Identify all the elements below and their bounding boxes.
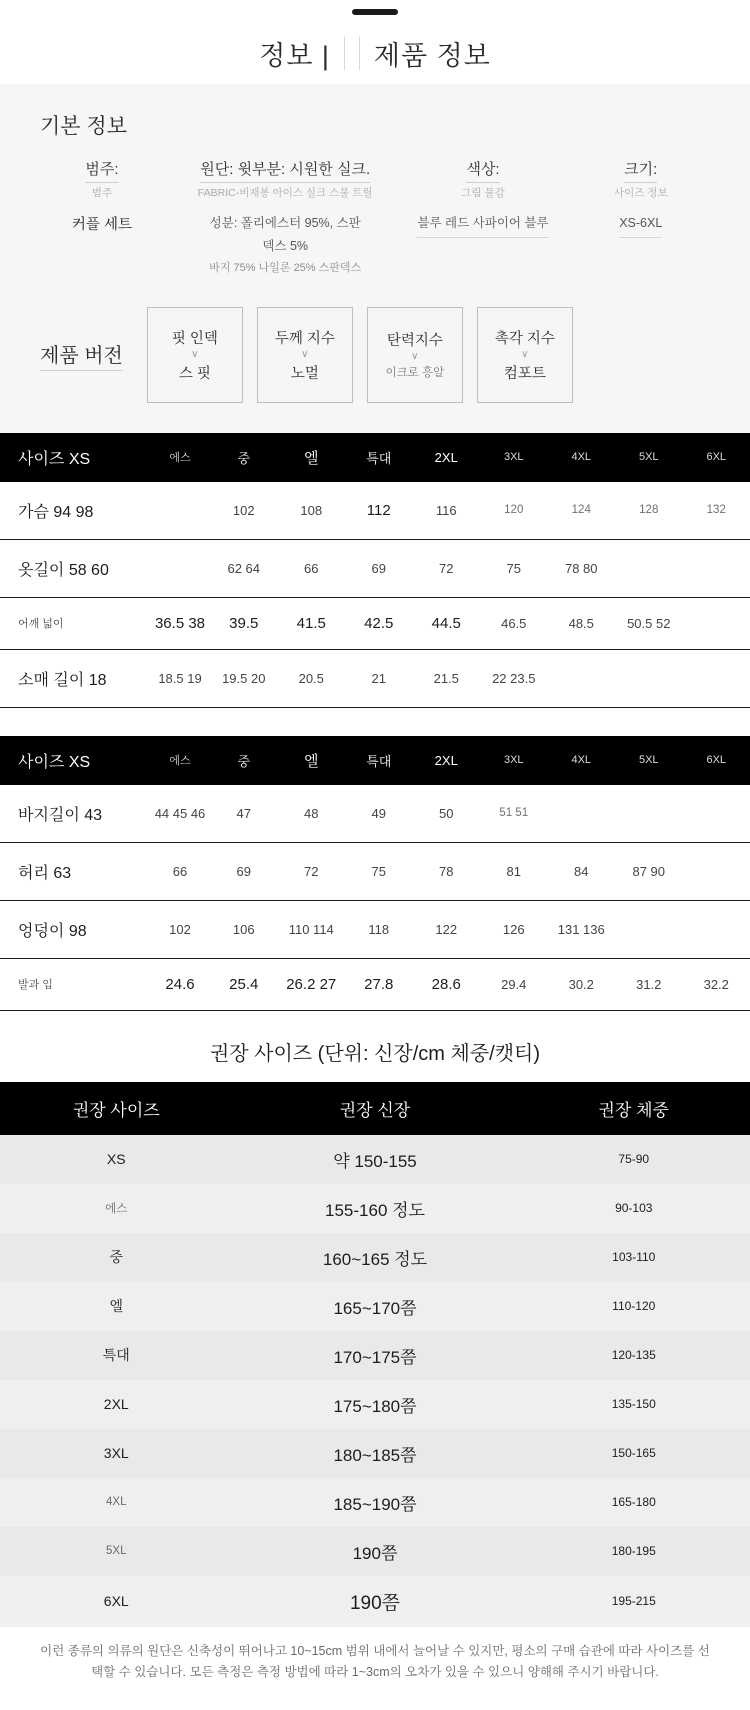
size-col-header-5: 2XL [413,433,481,482]
cell [683,597,750,649]
cell: 69 [210,842,278,900]
cell: 28.6 [413,958,481,1010]
cell-height: 165~170쯤 [233,1282,518,1331]
chevron-down-icon: ∨ [411,352,418,362]
cell: 120 [480,482,548,540]
table-row [0,1527,750,1576]
cell [683,649,750,707]
cell [615,539,683,597]
rec-col-header-weight: 권장 체중 [518,1082,750,1135]
basic-info-column-size [566,158,716,279]
size2-col-header-8: 5XL [615,736,683,785]
product-version-cards [147,307,573,403]
table-row [0,1282,750,1331]
cell: 21 [345,649,413,707]
cell-weight: 180-195 [518,1527,750,1576]
cell-size: 2XL [0,1380,233,1429]
cell: 110 114 [278,900,346,958]
size-value: XS-6XL [619,212,662,238]
page-title [0,22,750,84]
cell: 122 [413,900,481,958]
cell-size: 엘 [0,1282,233,1331]
cell: 47 [210,785,278,843]
row-label-shoulder: 어깨 넓이 [0,597,150,649]
table-row [0,785,750,843]
version-card-thickness [257,307,353,403]
cell: 66 [150,842,210,900]
cell: 112 [345,482,413,540]
cell: 84 [548,842,616,900]
size2-col-header-9: 6XL [683,736,750,785]
size-table-top [0,433,750,708]
cell [150,482,210,540]
size-label: 크기: [624,158,657,183]
recommended-size-title: 권장 사이즈 (단위: 신장/cm 체중/캣티) [0,1011,750,1082]
chevron-down-icon: ∨ [191,350,198,360]
cell: 66 [278,539,346,597]
table-row [0,1331,750,1380]
cell: 29.4 [480,958,548,1010]
table-row [0,842,750,900]
fabric-value-3: 바지 75% 나일론 25% 스판덱스 [176,258,395,278]
rec-col-header-height: 권장 신장 [233,1082,518,1135]
basic-info-heading: 기본 정보 [40,110,750,140]
size2-col-header-4: 특대 [345,736,413,785]
table-row [0,482,750,540]
cell-weight: 135-150 [518,1380,750,1429]
cell: 87 90 [615,842,683,900]
drag-handle-pill [352,9,398,15]
fabric-value-2: 덱스 5% [176,235,395,258]
cell: 128 [615,482,683,540]
version-card-touch-title: 촉각 지수 [495,327,555,348]
cell: 81 [480,842,548,900]
table-row [0,958,750,1010]
cell: 69 [345,539,413,597]
page-title-right: 제품 정보 [374,34,491,73]
cell [683,842,750,900]
category-sublabel: 범주 [40,185,164,200]
cell-weight: 103-110 [518,1233,750,1282]
top-bar [0,0,750,22]
cell [683,539,750,597]
cell: 44 45 46 [150,785,210,843]
cell: 42.5 [345,597,413,649]
size2-col-header-2: 중 [210,736,278,785]
cell: 72 [413,539,481,597]
cell [150,539,210,597]
version-card-fit-title: 핏 인덱 [172,327,218,348]
cell [548,785,616,843]
product-version-row [0,279,750,403]
cell: 36.5 38 [150,597,210,649]
cell: 75 [345,842,413,900]
row-label-waist: 허리 63 [0,842,150,900]
version-card-elasticity-value: 이크로 흥알 [385,364,444,380]
category-label: 범주: [85,158,118,183]
cell: 50 [413,785,481,843]
cell: 20.5 [278,649,346,707]
cell: 50.5 52 [615,597,683,649]
cell: 78 [413,842,481,900]
title-divider [344,36,345,70]
table-row [0,539,750,597]
basic-info-grid [0,158,750,279]
color-value: 블루 레드 사파이어 블루 [417,212,548,238]
cell: 48.5 [548,597,616,649]
version-card-touch [477,307,573,403]
cell: 126 [480,900,548,958]
table-header-row [0,433,750,482]
basic-info-column-fabric [170,158,401,279]
basic-info-column-category [34,158,170,279]
cell-height: 175~180쯤 [233,1380,518,1429]
cell: 102 [150,900,210,958]
size-col-header-0: 사이즈 XS [0,433,150,482]
size-col-header-3: 엘 [278,433,346,482]
cell: 102 [210,482,278,540]
table-row [0,1184,750,1233]
cell-weight: 150-165 [518,1429,750,1478]
cell-weight: 110-120 [518,1282,750,1331]
category-value: 커플 세트 [40,212,164,239]
cell: 106 [210,900,278,958]
cell: 116 [413,482,481,540]
cell [683,900,750,958]
table-gap [0,708,750,736]
cell-height: 155-160 정도 [233,1184,518,1233]
cell [615,649,683,707]
cell-weight: 195-215 [518,1576,750,1627]
cell: 24.6 [150,958,210,1010]
table-row [0,900,750,958]
product-version-label: 제품 버전 [40,339,123,371]
size-sublabel: 사이즈 정보 [572,185,710,200]
cell-height: 185~190쯤 [233,1478,518,1527]
size2-col-header-5: 2XL [413,736,481,785]
cell: 22 23.5 [480,649,548,707]
size-table-bottom [0,736,750,1011]
size-col-header-9: 6XL [683,433,750,482]
cell: 75 [480,539,548,597]
cell-weight: 75-90 [518,1135,750,1184]
size-col-header-4: 특대 [345,433,413,482]
table-row [0,649,750,707]
cell: 118 [345,900,413,958]
cell: 18.5 19 [150,649,210,707]
cell: 124 [548,482,616,540]
table-row [0,597,750,649]
footnote-text: 이런 종류의 의류의 원단은 신축성이 뛰어나고 10~15cm 범위 내에서 늘어날 수 있지만, 평소의 구매 습관에 따라 사이즈를 선택할 수 있습니다. 모든 측정은 측정 방법에 따라 1~3cm의 오차가 있을 수 있으니 양해해 주시기 바랍니다. [0,1627,750,1710]
fabric-sublabel: FABRIC-비재봉 아이스 실크 스물 트릴 [176,185,395,200]
version-card-elasticity-title: 탄력지수 [387,329,443,350]
cell: 25.4 [210,958,278,1010]
table-header-row [0,1082,750,1135]
cell-weight: 90-103 [518,1184,750,1233]
cell-size: 4XL [0,1478,233,1527]
cell-height: 170~175쯤 [233,1331,518,1380]
cell: 26.2 27 [278,958,346,1010]
fabric-label: 원단: 윗부분: 시원한 실크. [200,158,370,183]
table-row [0,1429,750,1478]
version-card-fit [147,307,243,403]
cell: 32.2 [683,958,750,1010]
row-label-leg-opening: 발과 입 [0,958,150,1010]
size2-col-header-3: 엘 [278,736,346,785]
cell: 51 51 [480,785,548,843]
cell-height: 180~185쯤 [233,1429,518,1478]
cell: 27.8 [345,958,413,1010]
version-card-touch-value: 컴포트 [504,362,546,383]
cell: 44.5 [413,597,481,649]
color-sublabel: 그림 물감 [407,185,560,200]
row-label-chest: 가슴 94 98 [0,482,150,540]
row-label-length: 옷길이 58 60 [0,539,150,597]
table-row [0,1135,750,1184]
cell-weight: 120-135 [518,1331,750,1380]
recommended-size-table [0,1082,750,1627]
cell [683,785,750,843]
table-row [0,1576,750,1627]
cell: 39.5 [210,597,278,649]
rec-col-header-size: 권장 사이즈 [0,1082,233,1135]
cell-size: 특대 [0,1331,233,1380]
cell-size: 중 [0,1233,233,1282]
table-row [0,1233,750,1282]
size2-col-header-6: 3XL [480,736,548,785]
cell-size: 에스 [0,1184,233,1233]
basic-info-column-color [401,158,566,279]
page-title-left: 정보 | [259,34,330,73]
cell [615,785,683,843]
title-divider-2 [359,36,360,70]
version-card-thickness-value: 노멀 [291,362,319,383]
cell: 46.5 [480,597,548,649]
size2-col-header-7: 4XL [548,736,616,785]
cell-height: 160~165 정도 [233,1233,518,1282]
row-label-sleeve: 소매 길이 18 [0,649,150,707]
cell: 30.2 [548,958,616,1010]
cell-size: 3XL [0,1429,233,1478]
table-row [0,1380,750,1429]
chevron-down-icon: ∨ [521,350,528,360]
cell: 108 [278,482,346,540]
size-col-header-6: 3XL [480,433,548,482]
cell-size: 5XL [0,1527,233,1576]
cell-height: 190쯤 [233,1576,518,1627]
color-label: 색상: [466,158,499,183]
cell-size: 6XL [0,1576,233,1627]
row-label-hip: 엉덩이 98 [0,900,150,958]
size-col-header-8: 5XL [615,433,683,482]
table-header-row [0,736,750,785]
version-card-fit-value: 스 핏 [179,362,211,383]
cell: 72 [278,842,346,900]
cell-weight: 165-180 [518,1478,750,1527]
fabric-value-1: 성분: 폴리에스터 95%, 스판 [176,212,395,235]
size-col-header-7: 4XL [548,433,616,482]
cell: 48 [278,785,346,843]
cell: 62 64 [210,539,278,597]
cell-size: XS [0,1135,233,1184]
cell [615,900,683,958]
cell: 41.5 [278,597,346,649]
chevron-down-icon: ∨ [301,350,308,360]
cell: 131 136 [548,900,616,958]
table-row [0,1478,750,1527]
cell: 19.5 20 [210,649,278,707]
version-card-thickness-title: 두께 지수 [275,327,335,348]
basic-info-panel [0,84,750,433]
cell: 31.2 [615,958,683,1010]
cell: 132 [683,482,750,540]
size-col-header-1: 에스 [150,433,210,482]
cell [548,649,616,707]
size-col-header-2: 중 [210,433,278,482]
cell-height: 190쯤 [233,1527,518,1576]
cell: 78 80 [548,539,616,597]
cell: 21.5 [413,649,481,707]
size2-col-header-0: 사이즈 XS [0,736,150,785]
size2-col-header-1: 에스 [150,736,210,785]
cell-height: 약 150-155 [233,1135,518,1184]
row-label-pants-length: 바지길이 43 [0,785,150,843]
cell: 49 [345,785,413,843]
version-card-elasticity [367,307,463,403]
